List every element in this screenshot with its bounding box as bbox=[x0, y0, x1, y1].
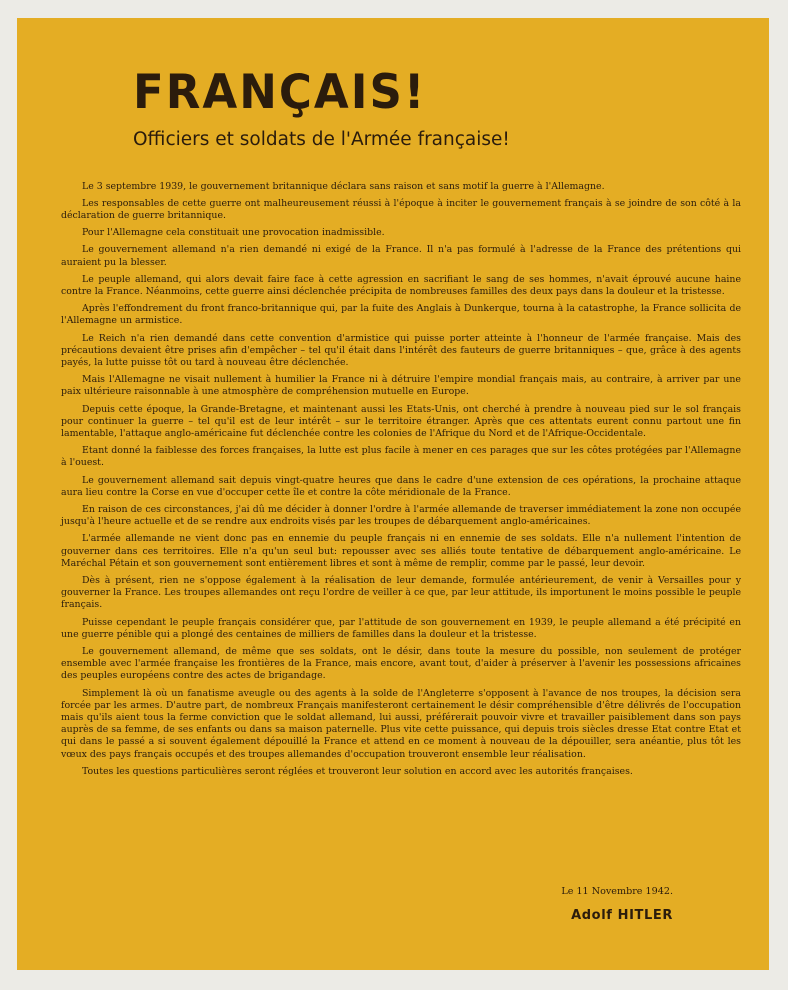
paragraph: Le gouvernement allemand n'a rien demandé ni exigé de la France. Il n'a pas formulé à l'adresse de la France des prétentions qui auraient pu la blesser. bbox=[61, 244, 741, 268]
paragraph: Après l'effondrement du front franco-britannique qui, par la fuite des Anglais à Dunkerque, tourna à la catastrophe, la France sollicita de l'Allemagne un armistice. bbox=[61, 303, 741, 327]
paragraph: Les responsables de cette guerre ont malheureusement réussi à l'époque à inciter le gouvernement français à se joindre de son côté à la déclaration de guerre britannique. bbox=[61, 197, 741, 221]
proclamation-poster bbox=[17, 18, 769, 970]
poster-signature: Adolf HITLER bbox=[571, 908, 673, 923]
paragraph: Puisse cependant le peuple français considérer que, par l'attitude de son gouvernement en 1939, le peuple allemand a été précipité en une guerre pénible qui a plongé des centaines de milliers de familles dans la douleur et la tristesse. bbox=[61, 616, 741, 640]
poster-subtitle: Officiers et soldats de l'Armée française! bbox=[133, 129, 510, 150]
paragraph: Etant donné la faiblesse des forces françaises, la lutte est plus facile à mener en ces parages que sur les côtes protégées par l'Allemagne à l'ouest. bbox=[61, 445, 741, 469]
paragraph: L'armée allemande ne vient donc pas en ennemie du peuple français ni en ennemie de ses soldats. Elle n'a nullement l'intention de gouverner dans ces territoires. Elle n'a qu'un seul but: repousser avec ses alliés toute tentative de débarquement anglo-américaine. Le Maréchal Pétain et son gouvernement sont entièrement libres et sont à même de remplir, comme par le passé, leur devoir. bbox=[61, 533, 741, 569]
paragraph: Le gouvernement allemand, de même que ses soldats, ont le désir, dans toute la mesure du possible, non seulement de protéger ensemble avec l'armée française les frontières de la France, mais encore, avant tout, d'aider à préserver à l'avenir les possessions africaines des peuples européens contre des actes de brigandage. bbox=[61, 646, 741, 682]
paragraph: Pour l'Allemagne cela constituait une provocation inadmissible. bbox=[82, 227, 385, 239]
paragraph: En raison de ces circonstances, j'ai dû me décider à donner l'ordre à l'armée allemande de traverser immédiatement la zone non occupée jusqu'à l'heure actuelle et de se rendre aux endroits visés par les troupes de débarquement anglo-américaines. bbox=[61, 503, 741, 528]
paragraph: Le 3 septembre 1939, le gouvernement britannique déclara sans raison et sans motif la guerre à l'Allemagne. bbox=[82, 180, 605, 192]
paragraph: Le peuple allemand, qui alors devait faire face à cette agression en sacrifiant le sang de ses hommes, n'avait éprouvé aucune haine contre la France. Néanmoins, cette guerre ainsi déclenchée précipita de nombreuses familles des deux pays dans la douleur et la tristesse. bbox=[61, 273, 741, 297]
poster-title: FRANÇAIS! bbox=[133, 63, 427, 120]
paragraph: Dès à présent, rien ne s'oppose également à la réalisation de leur demande, formulée antérieurement, de venir à Versailles pour y gouverner la France. Les troupes allemandes ont reçu l'ordre de veiller à ce que, par leur attitude, ils importunent le moins possible le peuple français. bbox=[61, 574, 741, 611]
paragraph: Mais l'Allemagne ne visait nullement à humilier la France ni à détruire l'empire mondial français mais, au contraire, à arriver par une paix ultérieure raisonnable à une atmosphère de compréhension mutuelle en Europe. bbox=[61, 374, 741, 398]
paragraph: Le Reich n'a rien demandé dans cette convention d'armistice qui puisse porter atteinte à l'honneur de l'armée française. Mais des précautions devaient être prises afin d'empêcher – tel qu'il était dans l'intérêt des fauteurs de guerre britanniques – que, grâce à des agents payés, la lutte puisse tôt ou tard à nouveau être déclenchée. bbox=[61, 332, 741, 368]
poster-date: Le 11 Novembre 1942. bbox=[561, 886, 673, 897]
paragraph: Depuis cette époque, la Grande-Bretagne, et maintenant aussi les Etats-Unis, ont cherché à prendre à nouveau pied sur le sol français pour continuer la guerre – tel qu'il est de leur intérêt – sur le territoire étranger. Après que ces attentats eurent connu partout une fin lamentable, l'attaque anglo-américaine fut déclenchée contre les colonies de l'Afrique du Nord et de l'Afrique-Occidentale. bbox=[61, 403, 741, 439]
poster-body bbox=[61, 181, 741, 779]
paragraph: Le gouvernement allemand sait depuis vingt-quatre heures que dans le cadre d'une extension de ces opérations, la prochaine attaque aura lieu contre la Corse en vue d'occuper cette île et contre la côte méridionale de la France. bbox=[61, 474, 741, 498]
paragraph: Simplement là où un fanatisme aveugle ou des agents à la solde de l'Angleterre s'opposent à l'avance de nos troupes, la décision sera forcée par les armes. D'autre part, de nombreux Français manifesteront certainement le désir compréhensible d'être délivrés de l'occupation mais qu'ils aient tous la ferme conviction que le soldat allemand, lui aussi, préférerait pouvoir vivre et travailler paisiblement dans son pays auprès de sa femme, de ses enfants ou dans sa maison paternelle. Plus vite cette puissance, qui depuis trois siècles dresse Etat contre Etat et qui dans le passé a si souvent également dépouillé la France et attend en ce moment à nouveau de la dépouiller, sera anéantie, plus tôt les vœux des pays français occupés et des troupes allemandes d'occupation trouveront ensemble leur réalisation. bbox=[61, 687, 741, 760]
paragraph: Toutes les questions particulières seront réglées et trouveront leur solution en accord avec les autorités françaises. bbox=[82, 765, 633, 777]
